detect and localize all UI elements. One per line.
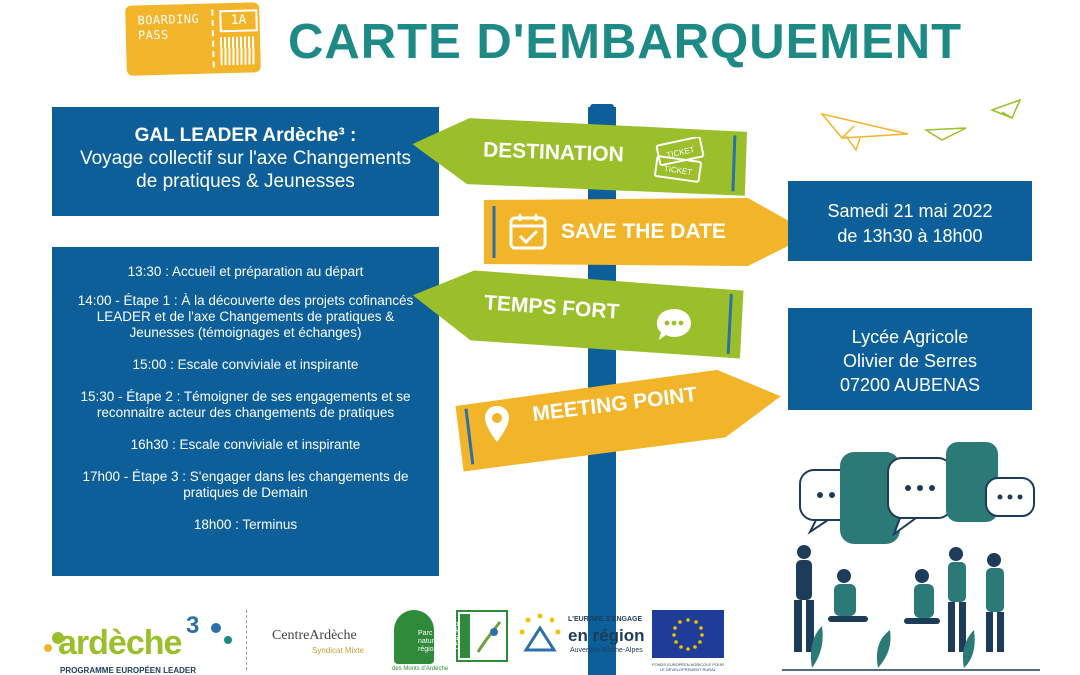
gal-line2: Voyage collectif sur l'axe Changements (79, 148, 412, 169)
ticket-line1: BOARDING (137, 11, 200, 28)
calendar-icon (508, 211, 550, 253)
centre-ardeche-sub: Syndicat Mixte (312, 646, 365, 655)
program-item: 16h30 : Escale conviviale et inspirante (130, 437, 361, 452)
place-box (788, 308, 1032, 410)
date-line1: Samedi 21 mai 2022 (827, 201, 993, 221)
ticket-text (137, 12, 200, 44)
barcode-icon (220, 36, 255, 65)
ticket-line2: PASS (137, 27, 169, 43)
region-line2: en région (568, 626, 645, 645)
parc-line2: naturel (418, 638, 440, 645)
tickets-icon (652, 137, 712, 185)
chat-bubble-icon (654, 306, 694, 344)
centre-ardeche-text: CentreArdèche (272, 628, 357, 643)
gal-line3: de pratiques & Jeunesses (136, 171, 355, 192)
sign-meeting-point-label: MEETING POINT (531, 382, 699, 427)
region-stars-icon (516, 610, 564, 662)
boarding-pass-icon (125, 2, 261, 75)
program-item: 17h00 - Étape 3 : S'engager dans les changements de pratiques de Demain (82, 469, 409, 500)
leader-wheat-icon (474, 618, 504, 656)
paper-planes-icon (816, 96, 1026, 156)
place-line1: Lycée Agricole (851, 327, 969, 347)
region-line1: L'EUROPE S'ENGAGE (568, 616, 643, 623)
program-item: 15:30 - Étape 2 : Témoigner de ses engagements et se reconnaitre acteur des changements de pratiques (80, 389, 411, 420)
people-chatting-illustration (782, 440, 1040, 675)
ardeche-leader-logo (40, 608, 240, 675)
centre-ardeche-logo (268, 622, 380, 662)
ardeche-subtitle: PROGRAMME EUROPÉEN LEADER (60, 666, 197, 675)
place-line3: 07200 AUBENAS (839, 375, 981, 395)
location-pin-icon (482, 404, 512, 446)
ardeche-superscript: 3 (186, 612, 200, 639)
parc-line4: des Monts d'Ardèche (392, 666, 449, 672)
region-line3: Auvergne-Rhône-Alpes (570, 647, 643, 654)
sign-temps-fort-label: TEMPS FORT (483, 291, 621, 324)
parc-monts-ardeche-logo (392, 610, 449, 672)
date-line2: de 13h30 à 18h00 (837, 226, 983, 246)
ticket-word-2: TICKET (663, 164, 693, 177)
place-line2: Olivier de Serres (842, 351, 978, 371)
eu-flag-icon (652, 610, 724, 658)
europe-region-logo (568, 616, 648, 666)
feader-text: FONDS EUROPÉEN AGRICOLE POUR LE DÉVELOPPEMENT RURAL (652, 662, 724, 672)
ticket-divider (211, 9, 217, 67)
sign-save-the-date-label: SAVE THE DATE (561, 220, 726, 243)
program-item: 14:00 - Étape 1 : À la découverte des projets cofinancés LEADER et de l'axe Changements de pratiques & Jeunesses (témoignages et échanges) (77, 293, 414, 340)
program-item: 18h00 : Terminus (193, 517, 298, 532)
sign-destination-label: DESTINATION (482, 138, 625, 167)
region-aura-emblem (516, 610, 564, 662)
ticket-seat: 1A (219, 9, 258, 32)
program-box (52, 247, 439, 576)
page-title: CARTE D'EMBARQUEMENT (288, 15, 963, 69)
ardeche-word: ardèche (58, 624, 182, 662)
program-item: 13:30 : Accueil et préparation au départ (127, 264, 364, 279)
gal-box (52, 107, 439, 216)
parc-line3: régional (418, 646, 443, 653)
footer-divider (246, 610, 248, 670)
parc-line1: Parc (418, 630, 433, 637)
gal-title: GAL LEADER Ardèche³ : (134, 125, 357, 146)
eu-feader-logo (652, 610, 724, 674)
leader-text: LEADER (454, 621, 462, 650)
ticket-word: TICKET (665, 145, 696, 160)
program-item: 15:00 : Escale conviviale et inspirante (132, 357, 359, 372)
leader-logo (456, 610, 508, 662)
date-box (788, 181, 1032, 261)
